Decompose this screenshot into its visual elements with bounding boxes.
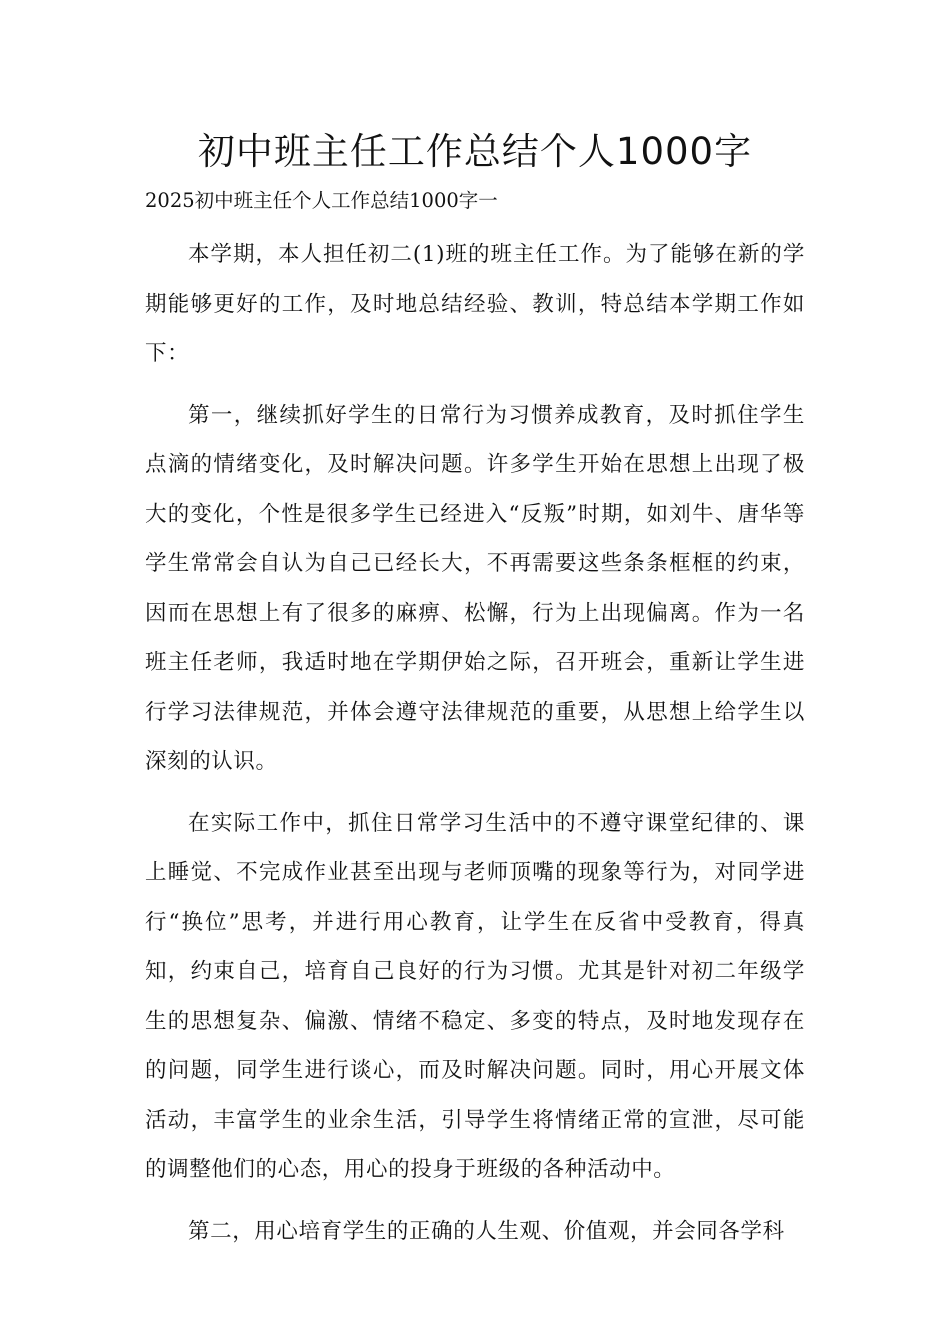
paragraph: 在实际工作中，抓住日常学习生活中的不遵守课堂纪律的、课上睡觉、不完成作业甚至出现与老师顶嘴的现象等行为，对同学进行“换位”思考，并进行用心教育，让学生在反省中受教育，得真知，约束自己，培育自己良好的行为习惯。尤其是针对初二年级学生的思想复杂、偏激、情绪不稳定、多变的特点，及时地发现存在的问题，同学生进行谈心，而及时解决问题。同时，用心开展文体活动，丰富学生的业余生活，引导学生将情绪正常的宣泄，尽可能的调整他们的心态，用心的投身于班级的各种活动中。 — [145, 810, 805, 1182]
paragraph: 本学期，本人担任初二(1)班的班主任工作。为了能够在新的学期能够更好的工作，及时地总结经验、教训，特总结本学期工作如下： — [145, 242, 805, 366]
paragraph: 第二，用心培育学生的正确的人生观、价值观，并会同各学科 — [188, 1218, 785, 1244]
document-title: 初中班主任工作总结个人1000字 — [197, 130, 753, 173]
document-subtitle: 2025初中班主任个人工作总结1000字一 — [145, 189, 498, 212]
document-body — [145, 230, 805, 1268]
paragraph: 第一，继续抓好学生的日常行为习惯养成教育，及时抓住学生点滴的情绪变化，及时解决问题。许多学生开始在思想上出现了极大的变化，个性是很多学生已经进入“反叛”时期，如刘牛、唐华等学生常常会自认为自己已经长大，不再需要这些条条框框的约束，因而在思想上有了很多的麻痹、松懈，行为上出现偏离。作为一名班主任老师，我适时地在学期伊始之际，召开班会，重新让学生进行学习法律规范，并体会遵守法律规范的重要，从思想上给学生以深刻的认识。 — [145, 402, 805, 774]
